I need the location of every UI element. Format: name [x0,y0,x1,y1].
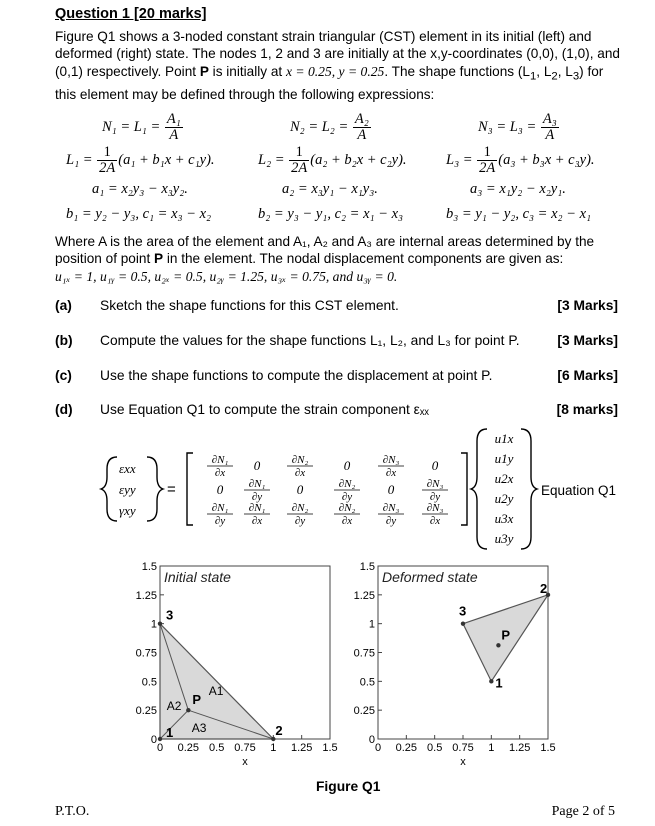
question-b-text: Compute the values for the shape functions L₁, L₂, and L₃ for point P. [100,333,520,348]
strain-gxy: γxy [119,503,136,518]
y-tick-label: 0 [150,734,157,746]
footer-page: Page 2 of 5 [551,804,615,819]
b-cell-0-3: 0 [343,458,351,473]
equation-q1-matrix [95,425,640,555]
point-p-label: P [501,627,511,643]
b-cell-2-5-num: ∂N₃ [426,502,444,514]
eq-l2: L₂ = $\frac{1}{2A}$ (a₂ + b₂x + c₂y). [258,144,407,176]
b-cell-1-5-den: ∂y [429,491,441,503]
b-cell-2-0-num: ∂N₁ [211,502,229,514]
node-3-label: 3 [459,603,467,619]
b-matrix-cells [207,454,448,527]
initial-state-plot [120,556,350,768]
where-paragraph [55,233,625,285]
x-tick-label: 0 [374,742,382,754]
b-cell-2-3-num: ∂N₂ [338,502,356,514]
x-tick-label: 0 [156,742,164,754]
x-axis-label: x [460,756,466,768]
intro-text-1: Figure Q1 shows a 3-noded constant strain triangular (CST) element in its initial (left) and deformed (right) state. The nodes 1, 2 and 3 are initially at the x,y-coordinates (0,0), (1,0), and (0,1) respectively. Point [55,29,620,79]
eq-n2: N₂ = L₂ = $\frac{\text{A₂}}{A}$ [290,111,369,143]
intro-text-3: . The shape functions (L [384,63,530,79]
node-3-label: 3 [166,607,174,623]
b-cell-2-2-den: ∂y [294,515,306,527]
eq-b2c2: b₂ = y₃ − y₁, c₂ = x₁ − x₃ [258,206,404,222]
b-cell-1-0: 0 [216,482,224,497]
x-tick-label: 1.5 [322,742,338,754]
equation-q1-label: Equation Q1 [541,483,617,498]
question-title: Question 1 [20 marks] [55,6,207,22]
question-b-label: (b) [55,333,73,348]
nodal-displacements: u₁ₓ = 1, u₁ᵧ = 0.5, u₂ₓ = 0.5, u₂ᵧ = 1.25, u₃ₓ = 0.75, and u₃ᵧ = 0. [55,268,398,284]
plot-frame [378,566,548,739]
x-tick-label: 1.5 [540,742,556,754]
question-d-text: Use Equation Q1 to compute the strain component εₓₓ [100,402,429,417]
x-tick-label: 1.25 [290,742,313,754]
matrix-equals: = [167,481,176,498]
area-a2-label: A2 [166,699,182,714]
eq-a3: a₃ = x₁y₂ − x₂y₁. [470,181,566,197]
node-1-label: 1 [495,675,503,691]
node-2-label: 2 [540,580,548,596]
disp-u1x: u1x [494,431,514,446]
b-cell-1-1-den: ∂y [251,491,263,503]
x-tick-label: 0.75 [452,742,474,754]
disp-u1y: u1y [494,451,514,466]
x-axis-label: x [242,756,248,768]
b-cell-0-4-den: ∂x [385,467,397,479]
b-cell-1-3-den: ∂y [341,491,353,503]
b-cell-0-4-num: ∂N₃ [382,454,400,466]
node-1-marker [158,737,162,741]
question-d-label: (d) [55,402,73,417]
x-tick-label: 0.5 [209,742,225,754]
eq-b3c3: b₃ = y₁ − y₂, c₃ = x₂ − x₁ [446,206,592,222]
question-c-label: (c) [55,368,72,383]
disp-u2x: u2x [494,471,514,486]
y-tick-label: 1.5 [359,561,375,573]
point-p-marker [496,643,500,647]
intro-text-2: is initially at [208,63,286,79]
strain-eyy: εyy [119,482,136,497]
question-c-marks: [6 Marks] [557,368,618,383]
eq-b1c1: b₁ = y₂ − y₃, c₁ = x₃ − x₂ [66,206,212,222]
y-tick-label: 0.75 [353,647,375,660]
y-tick-label: 0.5 [141,676,157,689]
disp-u3y: u3y [494,531,514,546]
plot-title: Deformed state [382,569,478,585]
x-tick-label: 0.25 [177,742,200,754]
b-cell-0-0-den: ∂x [214,467,226,479]
question-d-marks: [8 marks] [556,402,618,417]
eq-a2: a₂ = x₃y₁ − x₁y₃. [282,181,378,197]
b-cell-1-1-num: ∂N₁ [248,478,266,490]
b-cell-1-5-num: ∂N₃ [426,478,444,490]
figure-caption: Figure Q1 [316,779,381,794]
eq-n1: N₁ = L₁ = $\frac{\text{A₁}}{A}$ [102,111,181,143]
disp-u2y: u2y [494,491,514,506]
where-point-p: P [154,251,164,267]
y-tick-label: 1.25 [353,589,375,602]
y-tick-label: 1.5 [141,561,157,573]
b-cell-0-1: 0 [253,458,261,473]
x-tick-label: 0.5 [427,742,443,754]
node-1-marker [489,679,493,683]
intro-paragraph: Figure Q1 shows a 3-noded constant strain triangular (CST) element in its initial (left) and deformed (right) state. The nodes 1, 2 and 3 are initially at the x,y-coordinates (0,0), (1,0), and (0,1) respectively. Point P is initially at x = 0.25, y = 0.25. The shape functions ($L_1$, $L_2$, $L_3$) for this element may be defined through the following expressions: [55,29,620,102]
eq-l3: L₃ = $\frac{1}{2A}$ (a₃ + b₃x + c₃y). [446,144,595,176]
x-tick-label: 1 [488,742,495,754]
b-cell-0-2-num: ∂N₂ [291,454,309,466]
question-a-marks: [3 Marks] [557,298,618,313]
y-tick-label: 0.25 [135,705,157,718]
b-cell-1-2: 0 [296,482,304,497]
intro-text-4: , L [536,63,552,79]
displacement-vector [495,431,514,546]
b-cell-0-5: 0 [431,458,439,473]
matrix-right-bracket [461,453,467,525]
question-a-text: Sketch the shape functions for this CST element. [100,298,399,313]
eq-a1: a₁ = x₂y₃ − x₃y₂. [92,181,188,197]
node-1-label: 1 [166,725,174,740]
deformed-state-plot [338,556,568,768]
b-cell-2-3-den: ∂x [341,515,353,527]
b-cell-2-2-num: ∂N₂ [291,502,309,514]
x-tick-label: 0.25 [395,742,418,754]
intro-coords: x = 0.25, y = 0.25 [285,63,385,79]
where-text-2: in the element. The nodal displacement components are given as: [163,251,564,267]
b-cell-2-1-den: ∂x [251,515,263,527]
b-cell-0-0-num: ∂N₁ [211,454,229,466]
disp-u3x: u3x [494,511,514,526]
node-2-label: 2 [275,723,283,738]
b-cell-0-2-den: ∂x [294,467,306,479]
question-a-label: (a) [55,298,72,313]
b-cell-2-4-num: ∂N₃ [382,502,400,514]
intro-point-p: P [199,63,209,79]
intro-text-5: ) for this element may be defined through the following expressions: [55,63,604,102]
y-tick-label: 1 [150,618,157,631]
point-p-marker [186,708,190,712]
b-cell-2-1-num: ∂N₁ [248,502,266,514]
y-tick-label: 0.25 [353,705,375,718]
x-tick-label: 1.25 [508,742,531,754]
where-text-1: Where A is the area of the element and A₁, A₂ and A₃ are internal areas determined by the position of point [55,234,595,267]
y-tick-label: 0.75 [135,647,157,660]
area-a1-label: A1 [208,684,224,699]
point-p-label: P [192,692,202,708]
x-tick-label: 1 [270,742,277,754]
b-cell-2-5-den: ∂x [429,515,441,527]
b-cell-1-3-num: ∂N₂ [338,478,356,490]
question-b-marks: [3 Marks] [557,333,618,348]
strain-exx: εxx [119,461,136,476]
node-3-marker [461,621,465,625]
y-tick-label: 1.25 [135,589,157,602]
matrix-left-bracket [187,453,193,525]
eq-n3: N₃ = L₃ = $\frac{\text{A₃}}{A}$ [478,111,557,143]
b-cell-2-4-den: ∂y [385,515,397,527]
y-tick-label: 0 [368,734,375,746]
b-cell-2-0-den: ∂y [214,515,226,527]
footer-pto: P.T.O. [55,804,90,819]
b-cell-1-4: 0 [387,482,395,497]
area-a3-label: A3 [191,721,207,736]
eq-l1: L₁ = $\frac{1}{2A}$ (a₁ + b₁x + c₁y). [66,144,215,176]
plot-title: Initial state [164,569,231,585]
y-tick-label: 1 [368,618,375,631]
y-tick-label: 0.5 [359,676,375,689]
node-3-marker [158,621,162,625]
x-tick-label: 0.75 [234,742,256,754]
question-c-text: Use the shape functions to compute the displacement at point P. [100,368,493,383]
